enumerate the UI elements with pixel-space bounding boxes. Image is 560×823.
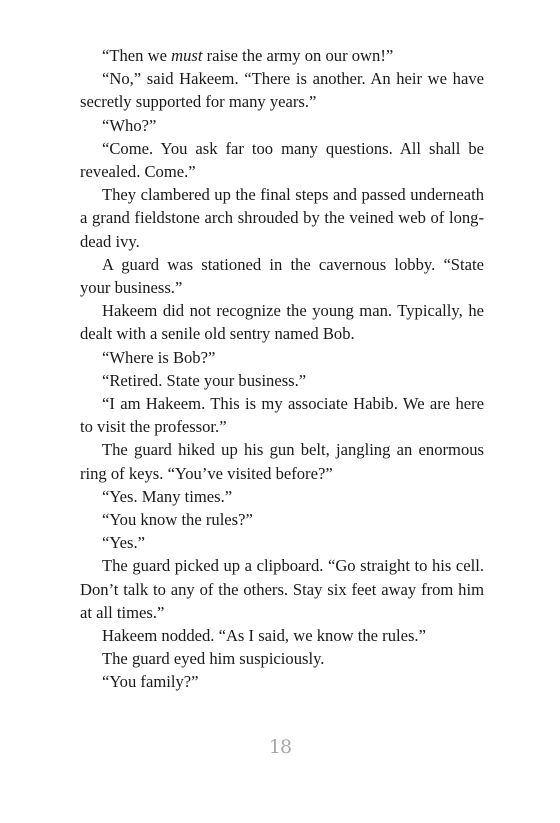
paragraph: “Retired. State your business.” (102, 370, 307, 390)
paragraph: “Yes.” (102, 533, 146, 553)
paragraph: “You family?” (102, 672, 199, 692)
paragraph: They clambered up the final steps and passed underneath a grand fieldstone arch shrouded by the veined web of long-dead ivy. (80, 185, 484, 251)
paragraph: “No,” said Hakeem. “There is another. An heir we have secretly supported for many years.” (80, 69, 484, 112)
page-text-block (80, 44, 484, 694)
page-number: 18 (268, 736, 292, 758)
paragraph: A guard was stationed in the cavernous lobby. “State your business.” (80, 254, 484, 298)
paragraph: “Yes. Many times.” (102, 486, 233, 506)
paragraph: Hakeem did not recognize the young man. Typically, he dealt with a senile old sentry named Bob. (80, 301, 484, 344)
paragraph: Hakeem nodded. “As I said, we know the rules.” (102, 626, 426, 646)
paragraph: The guard hiked up his gun belt, jangling an enormous ring of keys. “You’ve visited before?” (80, 440, 484, 483)
paragraph: The guard picked up a clipboard. “Go straight to his cell. Don’t talk to any of the others. Stay six feet away from him at all times.” (80, 556, 484, 622)
paragraph: “You know the rules?” (102, 510, 253, 530)
paragraph: “I am Hakeem. This is my associate Habib. We are here to visit the professor.” (80, 394, 484, 437)
paragraph: The guard eyed him suspiciously. (102, 649, 325, 669)
paragraph: “Then we must raise the army on our own!” (102, 46, 394, 65)
emphasis-text: must (171, 46, 203, 65)
paragraph: “Who?” (102, 115, 157, 135)
paragraph: “Where is Bob?” (102, 347, 216, 367)
paragraph: “Come. You ask far too many questions. All shall be revealed. Come.” (80, 138, 484, 182)
